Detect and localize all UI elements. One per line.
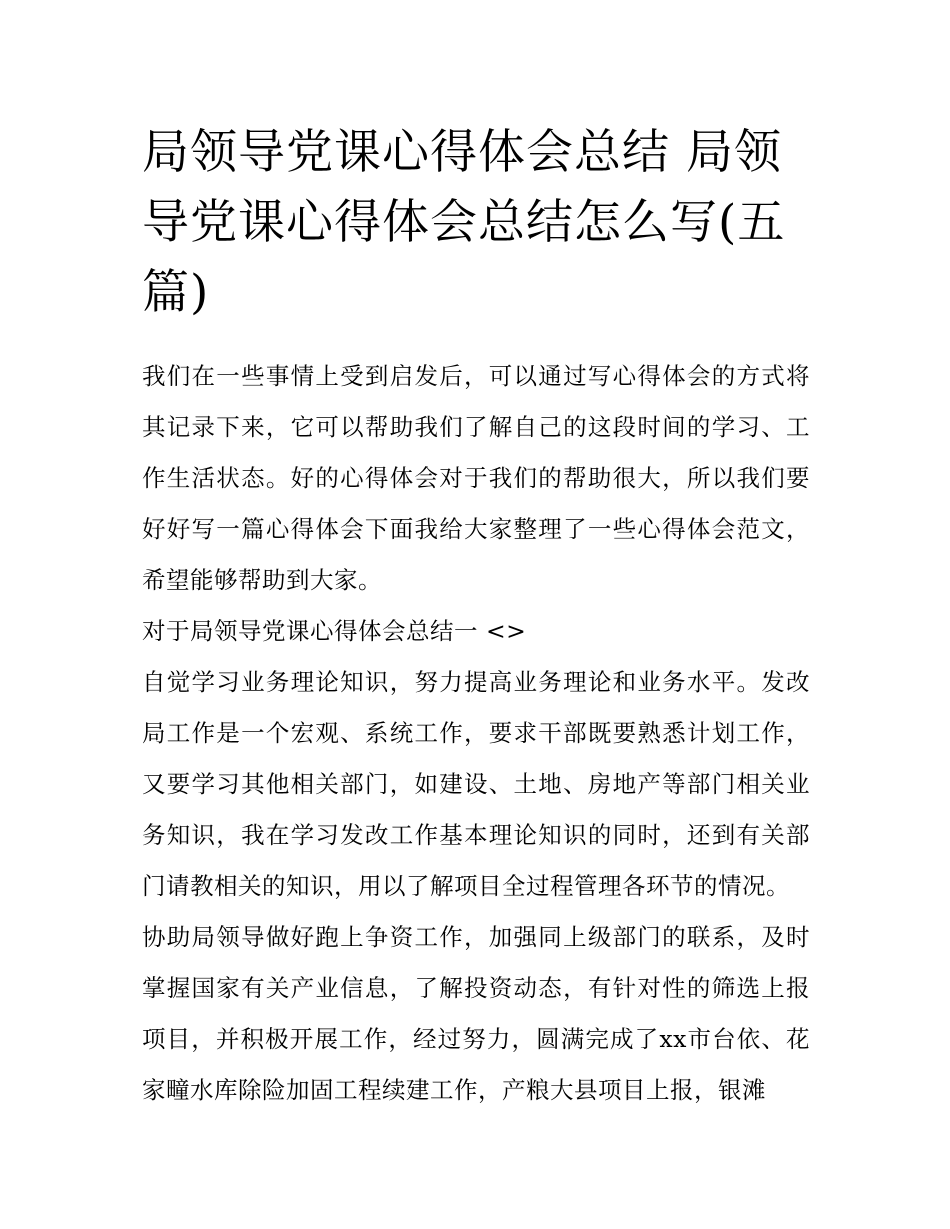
document-title: 局领导党课心得体会总结 局领导党课心得体会总结怎么写(五篇) <box>142 125 786 320</box>
body-paragraph-2: 协助局领导做好跑上争资工作，加强同上级部门的联系，及时掌握国家有关产业信息，了解投资动态，有针对性的筛选上报项目，并积极开展工作，经过努力，圆满完成了xx市台依、花家疃水库除险加固工程续建工作，产粮大县项目上报，银滩 <box>142 923 810 1104</box>
body-paragraph-1: 自觉学习业务理论知识，努力提高业务理论和业务水平。发改局工作是一个宏观、系统工作，要求干部既要熟悉计划工作，又要学习其他相关部门，如建设、土地、房地产等部门相关业务知识，我在学习发改工作基本理论知识的同时，还到有关部门请教相关的知识，用以了解项目全过程管理各环节的情况。 <box>142 668 810 900</box>
intro-paragraph: 我们在一些事情上受到启发后，可以通过写心得体会的方式将其记录下来，它可以帮助我们了解自己的这段时间的学习、工作生活状态。好的心得体会对于我们的帮助很大，所以我们要好好写一篇心得体会下面我给大家整理了一些心得体会范文，希望能够帮助到大家。 <box>142 362 810 594</box>
document-page <box>142 0 810 1229</box>
section-heading: 对于局领导党课心得体会总结一 <> <box>142 617 527 645</box>
document-body <box>142 351 810 1116</box>
